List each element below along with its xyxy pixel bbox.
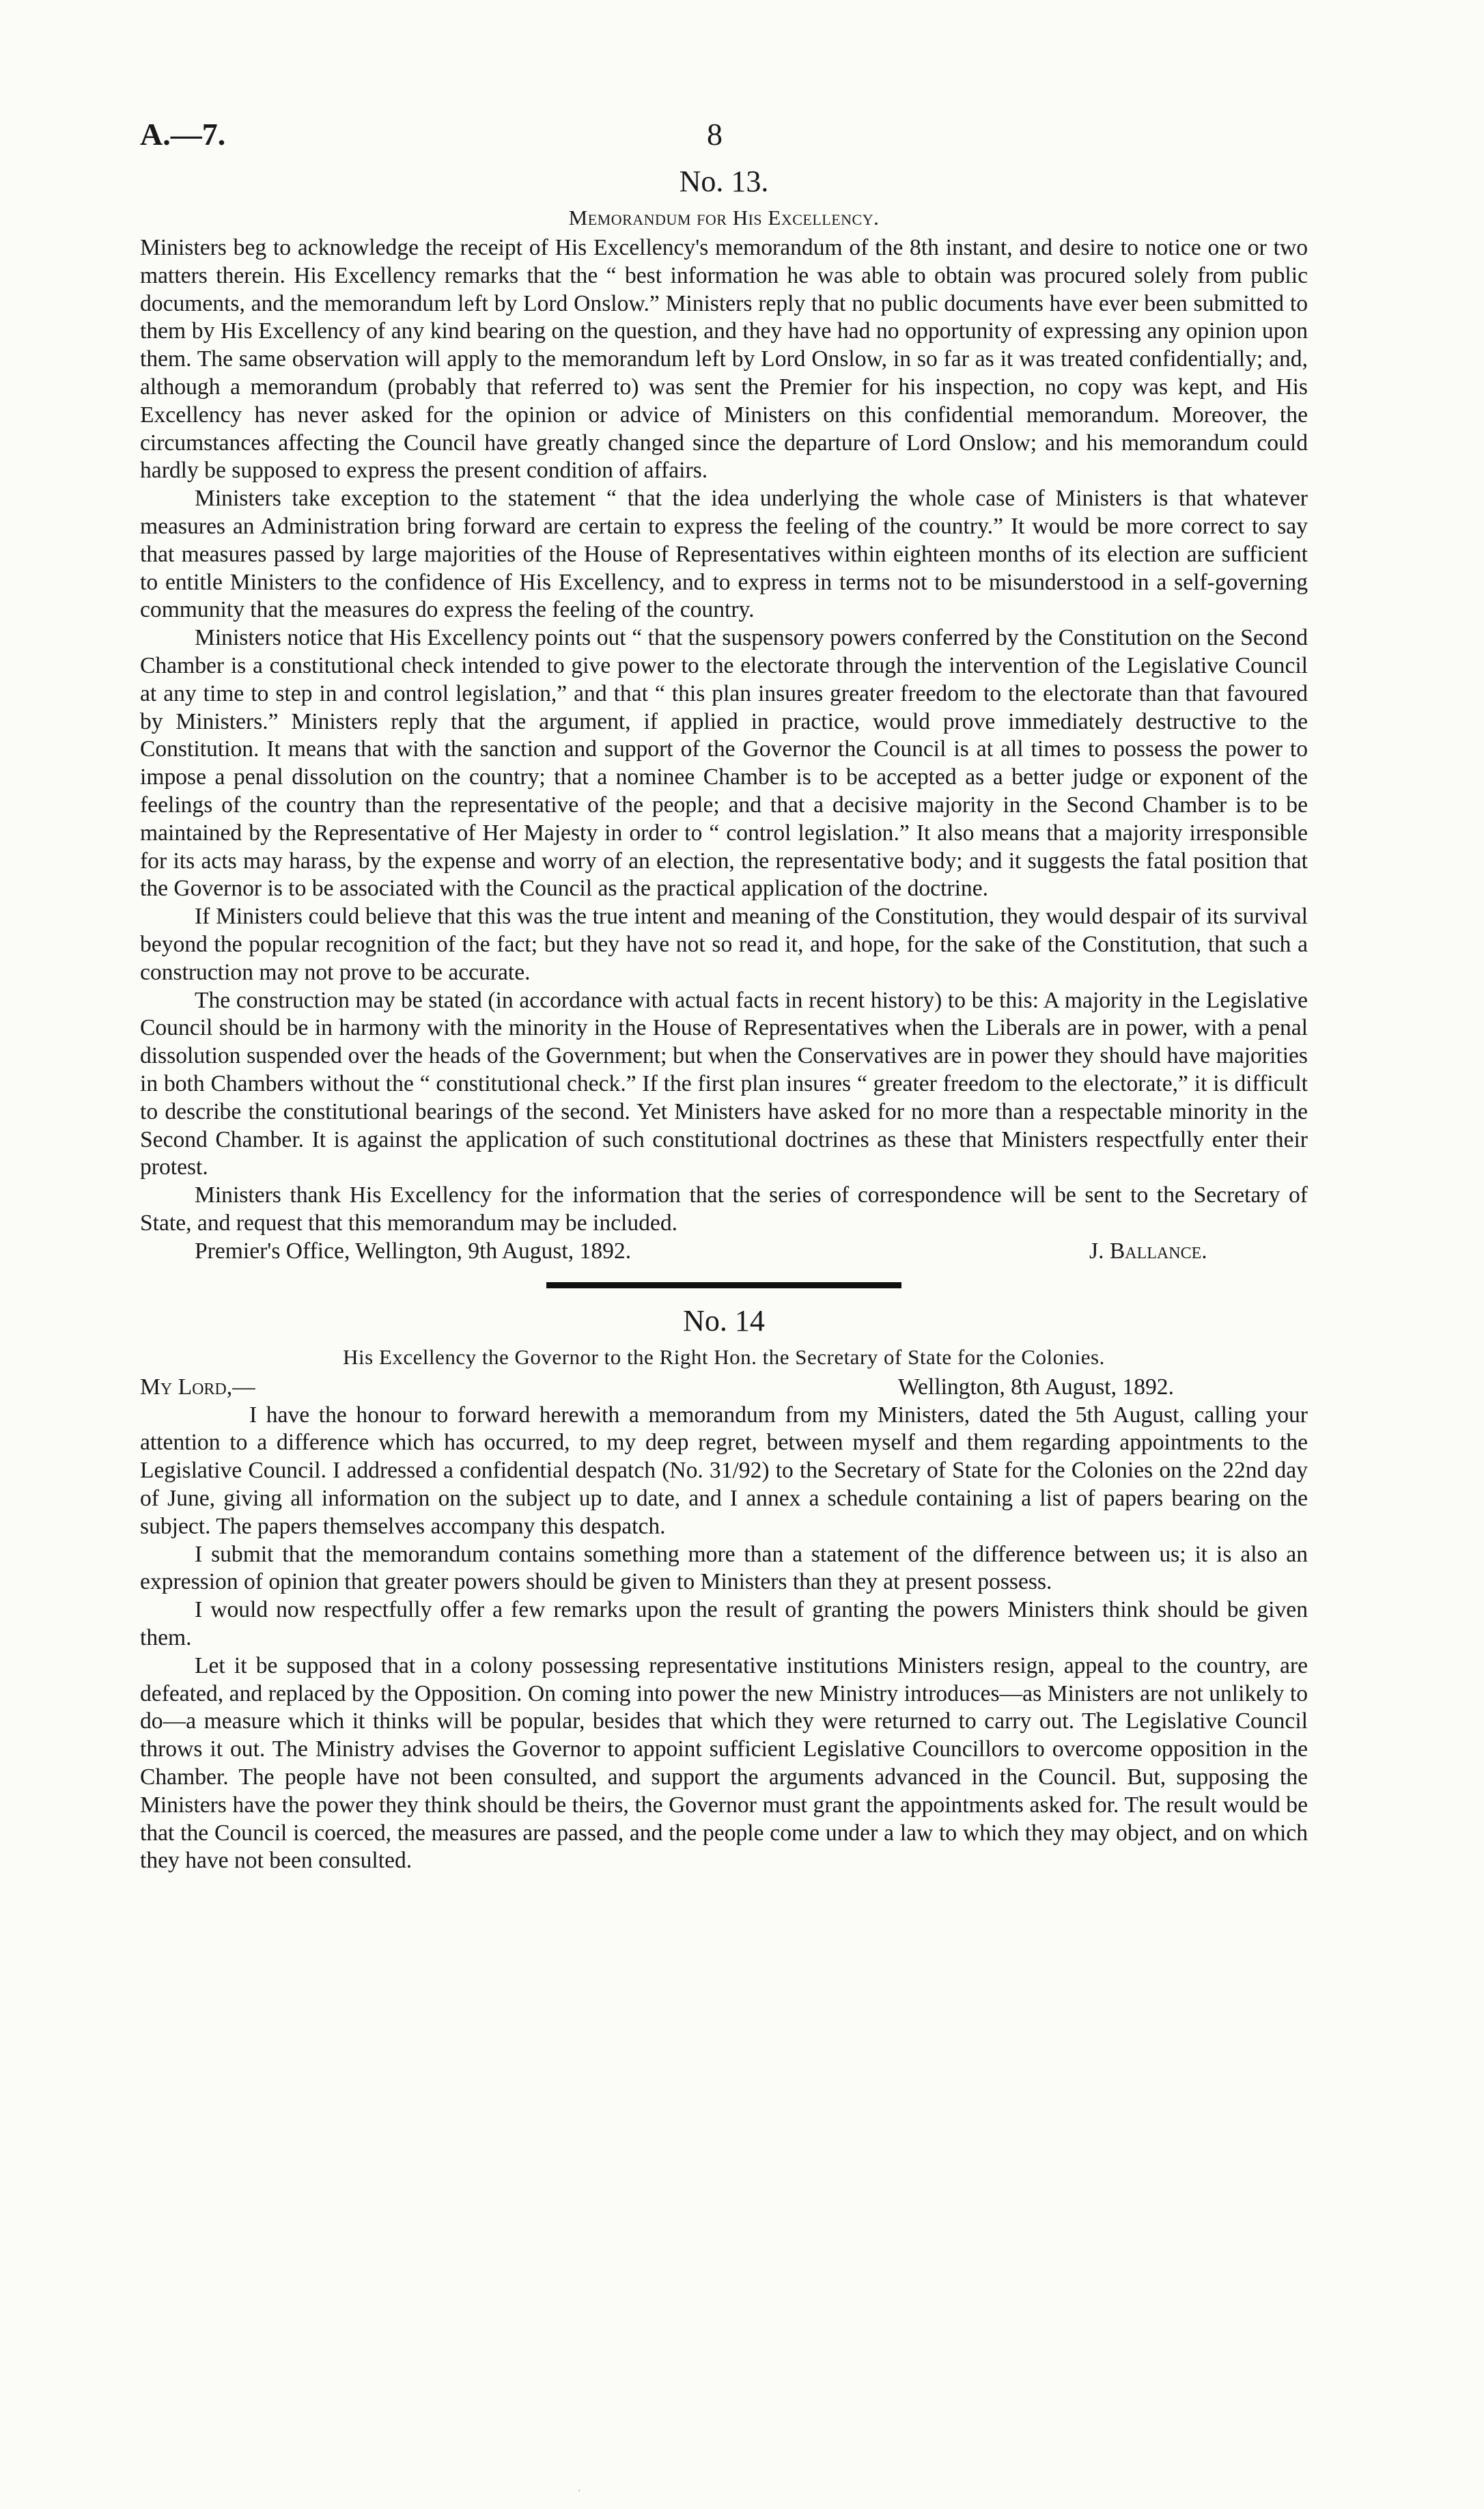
page-number: 8 xyxy=(707,117,723,152)
place-date: Premier's Office, Wellington, 9th August, 1892. xyxy=(195,1238,632,1264)
section-title: His Excellency the Governor to the Right Hon. the Secretary of State for the Colonies. xyxy=(343,1344,1105,1369)
paragraph: Ministers take exception to the statement “ that the idea underlying the whole case of Ministers is that whatever measures an Administration bring forward are certain to express the feeling of the country.” It would be more correct to say that measures passed by large majorities of the House of Representatives within eighteen months of its election are sufficient to entitle Ministers to the confidence of His Excellency, and to express in terms not to be misunderstood in a self-governing community that the measures do express the feeling of the country. xyxy=(140,486,1308,623)
section-no-14 xyxy=(140,1303,1308,1876)
section-number: No. 14 xyxy=(683,1303,765,1337)
page-header xyxy=(140,116,1308,164)
document-page xyxy=(140,116,1308,1875)
section-title: Memorandum for His Excellency. xyxy=(568,206,880,230)
salutation: My Lord,— xyxy=(140,1374,255,1400)
place-date: Wellington, 8th August, 1892. xyxy=(898,1374,1174,1400)
paragraph: Ministers beg to acknowledge the receipt of His Excellency's memorandum of the 8th instant, and desire to notice one or two matters therein. His Excellency remarks that the “ best information he was able to obtain was procured solely from public documents, and the memorandum left by Lord Onslow.” Ministers reply that no public documents have ever been submitted to them by His Excellency of any kind bearing on the question, and they have had no opportunity of expressing any opinion upon them. The same observation will apply to the memorandum left by Lord Onslow, in so far as it was treated confidentially; and, although a memorandum (probably that referred to) was sent the Premier for his inspection, no copy was kept, and His Excellency has never asked for the opinion or advice of Ministers on this confidential memorandum. Moreover, the circumstances affecting the Council have greatly changed since the departure of Lord Onslow; and his memorandum could hardly be supposed to express the present condition of affairs. xyxy=(140,235,1308,484)
paragraph: I have the honour to forward herewith a memorandum from my Ministers, dated the 5th August, calling your attention to a difference which has occurred, to my deep regret, between myself and them regarding appointments to the Legislative Council. I addressed a confidential despatch (No. 31/92) to the Secretary of State for the Colonies on the 22nd day of June, giving all information on the subject up to date, and I annex a schedule containing a list of papers bearing on the subject. The papers themselves accompany this despatch. xyxy=(140,1402,1308,1539)
section-number: No. 13. xyxy=(679,165,769,198)
paragraph: Ministers thank His Excellency for the information that the series of correspondence will be sent to the Secretary of State, and request that this memorandum may be included. xyxy=(140,1182,1308,1236)
paragraph: If Ministers could believe that this was the true intent and meaning of the Constitution, they would despair of its survival beyond the popular recognition of the fact; but they have not so read it, and hope, for the sake of the Constitution, that such a construction may not prove to be accurate. xyxy=(140,904,1308,985)
paragraph: Let it be supposed that in a colony possessing representative institutions Ministers resign, appeal to the country, are defeated, and replaced by the Opposition. On coming into power the new Ministry introduces—as Ministers are not unlikely to do—a measure which it thinks will be popular, besides that which they were returned to carry out. The Legislative Council throws it out. The Ministry advises the Governor to appoint sufficient Legislative Councillors to overcome opposition in the Chamber. The people have not been consulted, and support the arguments advanced in the Council. But, supposing the Ministers have the power they think should be theirs, the Governor must grant the appointments asked for. The result would be that the Council is coerced, the measures are passed, and the people come under a law to which they may object, and on which they have not been consulted. xyxy=(140,1652,1308,1874)
paragraph: I would now respectfully offer a few remarks upon the result of granting the powers Ministers think should be given them. xyxy=(140,1597,1308,1651)
salutation-line xyxy=(140,1374,1308,1402)
paragraph: Ministers notice that His Excellency points out “ that the suspensory powers conferred by the Constitution on the Second Chamber is a constitutional check intended to give power to the electorate through the intervention of the Legislative Council at any time to step in and control legislation,” and that “ this plan insures greater freedom to the electorate than that favoured by Ministers.” Ministers reply that the argument, if applied in practice, would prove immediately destructive to the Constitution. It means that with the sanction and support of the Governor the Council is at all times to possess the power to impose a penal dissolution on the country; that a nominee Chamber is to be accepted as a better judge or exponent of the feelings of the country than the representative of the people; and that a decisive majority in the Second Chamber is to be maintained by the Representative of Her Majesty in order to “ control legislation.” It also means that a majority irresponsible for its acts may harass, by the expense and worry of an election, the representative body; and it suggests the fatal position that the Governor is to be associated with the Council as the practical application of the doctrine. xyxy=(140,625,1308,902)
signature-line xyxy=(140,1238,1308,1266)
paragraph: The construction may be stated (in accordance with actual facts in recent history) to be this: A majority in the Legislative Council should be in harmony with the minority in the House of Representatives when the Liberals are in power, with a penal dissolution suspended over the heads of the Government; but when the Conservatives are in power they should have majorities in both Chambers without the “ constitutional check.” If the first plan insures “ greater freedom to the electorate,” it is difficult to describe the constitutional bearings of the second. Yet Ministers have asked for no more than a respectable minority in the Second Chamber. It is against the application of such constitutional doctrines as these that Ministers respectfully enter their protest. xyxy=(140,987,1308,1180)
document-reference: A.—7. xyxy=(140,117,226,152)
paragraph: I submit that the memorandum contains something more than a statement of the difference between us; it is also an expression of opinion that greater powers should be given to Ministers than they at present possess. xyxy=(140,1541,1308,1595)
signature: J. Ballance. xyxy=(1089,1238,1207,1264)
section-divider xyxy=(546,1282,901,1288)
scan-speck: · xyxy=(578,2486,581,2497)
section-no-13 xyxy=(140,164,1308,1266)
